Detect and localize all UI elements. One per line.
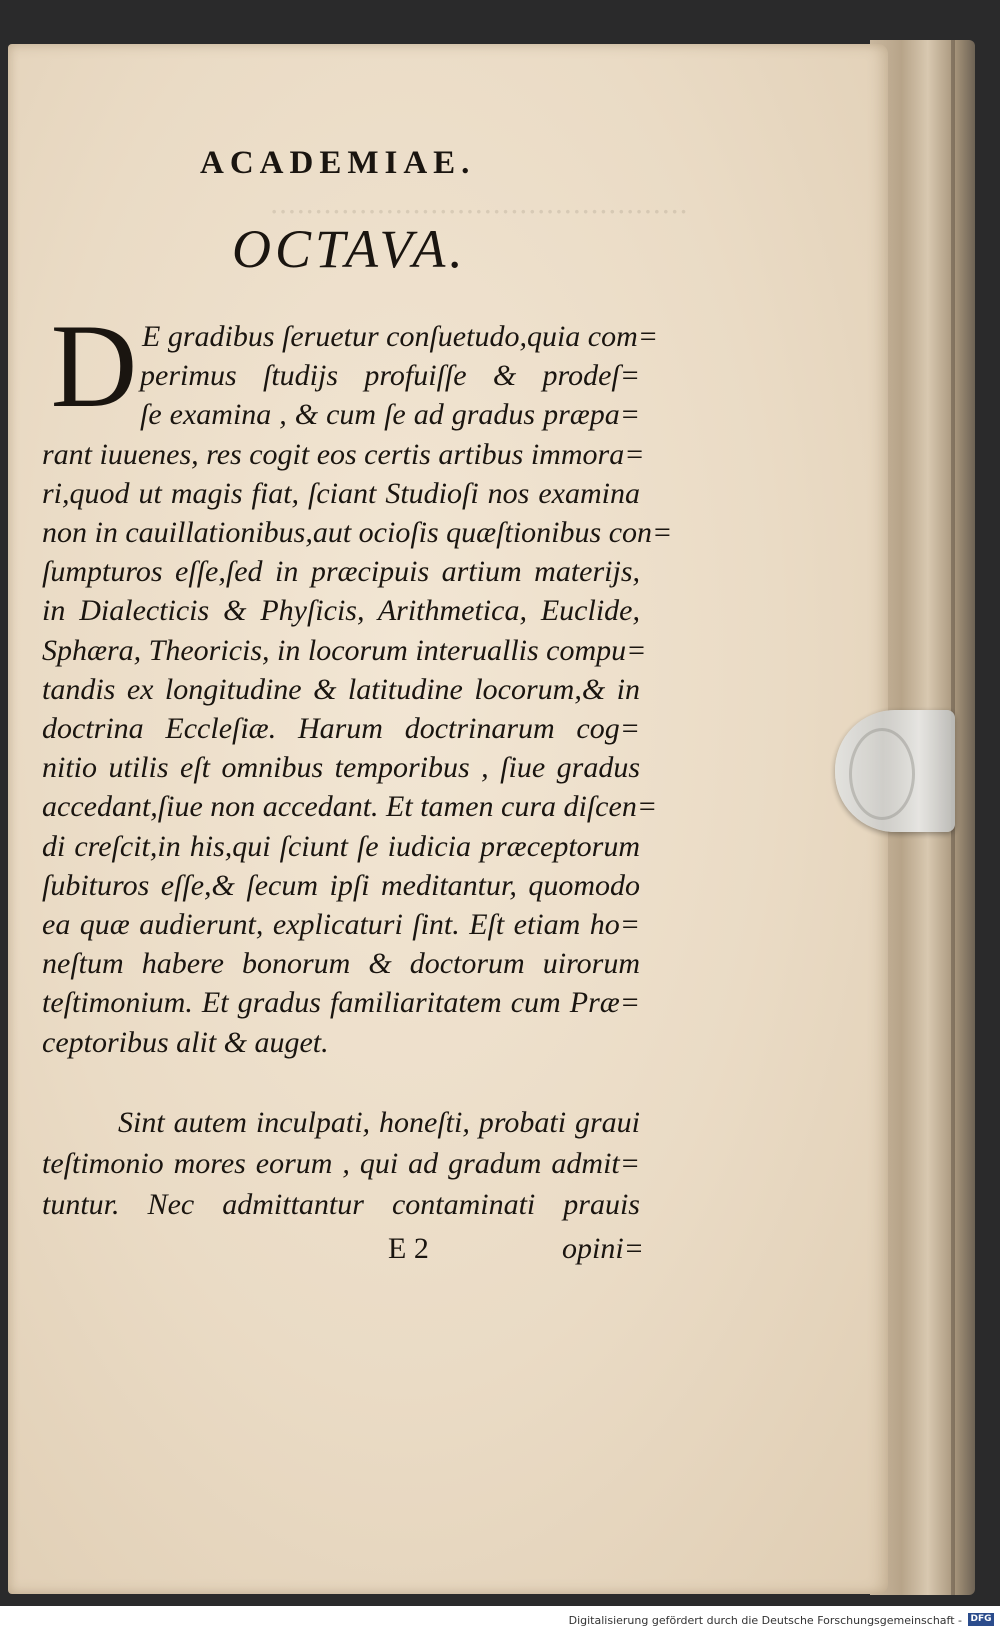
text-line: tandis ex longitudine & latitudine locorum,& in (42, 672, 640, 706)
text-line: ſumpturos eſſe,ſed in præcipuis artium materijs, (42, 555, 640, 589)
text-line: neſtum habere bonorum & doctorum uirorum (42, 947, 640, 981)
text-line: rant iuuenes, res cogit eos certis artibus immora= (42, 437, 645, 471)
signature-mark: E 2 (388, 1232, 429, 1265)
text-line: ri,quod ut magis fiat, ſciant Studioſi nos examina (42, 476, 640, 510)
show-through-text: ............................................... (269, 187, 688, 220)
text-line: nitio utilis eſt omnibus temporibus , ſiue gradus (42, 751, 640, 785)
text-line: non in cauillationibus,aut ocioſis quæſtionibus con= (42, 516, 673, 549)
text-line: teſtimonium. Et gradus familiaritatem cum Præ= (42, 986, 640, 1020)
text-line: ea quæ audierunt, explicaturi ſint. Eſt etiam ho= (42, 908, 640, 941)
text-line: ſubituros eſſe,& ſecum ipſi meditantur, quomodo (42, 868, 640, 902)
text-line: ſe examina , & cum ſe ad gradus præpa= (140, 398, 640, 432)
text-line: di creſcit,in his,qui ſciunt ſe iudicia præceptorum (42, 829, 640, 863)
drop-cap: D (50, 299, 138, 432)
text-line: perimus ſtudijs profuiſſe & prodeſ= (140, 359, 640, 393)
attribution-bar (0, 1606, 1000, 1636)
text-line: E gradibus ſeruetur conſuetudo,quia com= (142, 320, 659, 353)
section-title: OCTAVA. (232, 219, 467, 279)
text-line: accedant,ſiue non accedant. Et tamen cura diſcen= (42, 790, 658, 824)
running-head: ACADEMIAE. (200, 145, 476, 181)
text-line: ceptoribus alit & auget. (42, 1025, 329, 1059)
text-line: tuntur. Nec admittantur contaminati prauis (42, 1188, 640, 1221)
text-line: Sphæra, Theoricis, in locorum interuallis compu= (42, 633, 647, 667)
text-line: doctrina Eccleſiæ. Harum doctrinarum cog= (42, 712, 640, 745)
text-line: Sint autem inculpati, honeſti, probati graui (118, 1106, 640, 1139)
text-line: teſtimonio mores eorum , qui ad gradum admit= (42, 1147, 640, 1180)
catchword: opini= (562, 1232, 644, 1265)
text-line: in Dialecticis & Phyſicis, Arithmetica, Euclide, (42, 594, 640, 628)
attribution-text: Digitalisierung gefördert durch die Deutsche Forschungsgemeinschaft - (568, 1614, 962, 1627)
page-clip (835, 710, 955, 832)
dfg-logo: DFG (968, 1613, 994, 1626)
